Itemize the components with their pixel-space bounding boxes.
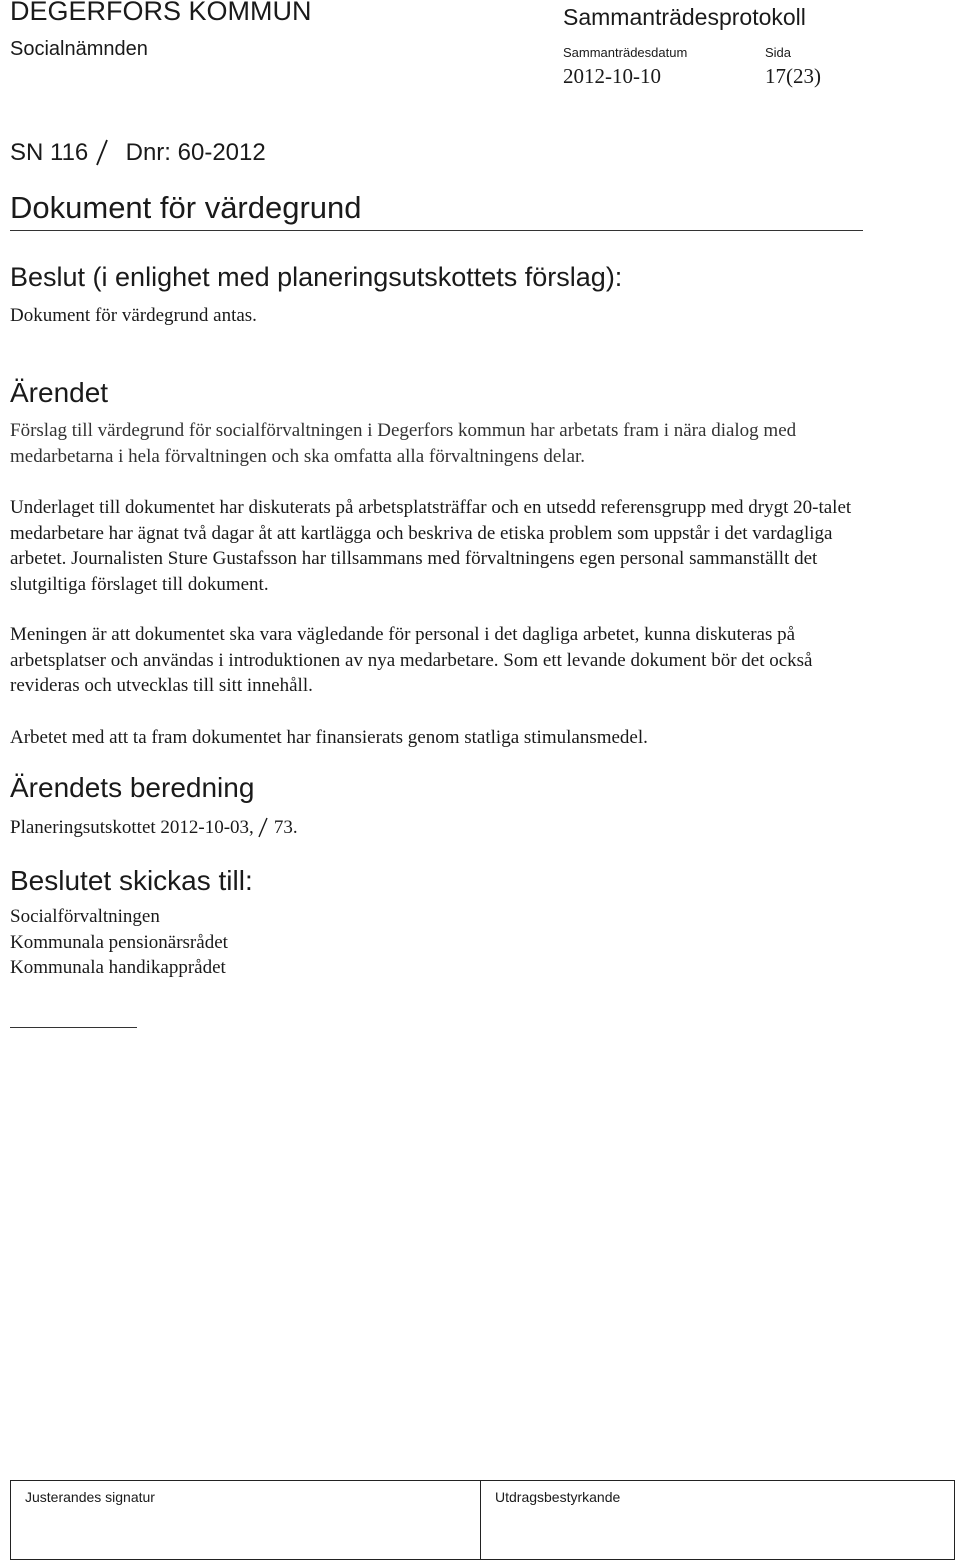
preparation-section-number: 73. bbox=[273, 817, 298, 838]
recipient-item: Kommunala pensionärsrådet bbox=[10, 931, 228, 953]
signature-label: Justerandes signatur bbox=[25, 1489, 155, 1505]
case-reference bbox=[10, 137, 266, 167]
distribution-heading: Beslutet skickas till: bbox=[10, 865, 253, 896]
certification-label: Utdragsbestyrkande bbox=[495, 1489, 621, 1505]
meeting-date: 2012-10-10 bbox=[563, 64, 661, 88]
case-title: Dokument för värdegrund bbox=[10, 190, 362, 225]
recipient-item: Socialförvaltningen bbox=[10, 906, 160, 927]
preparation-text bbox=[10, 815, 860, 841]
section-sign-icon bbox=[95, 137, 109, 167]
recipient-item: Kommunala handikapprådet bbox=[10, 957, 226, 978]
footer-signature-table bbox=[10, 1480, 955, 1560]
matter-paragraph-1: Förslag till värdegrund för socialförvaltningen i Degerfors kommun har arbetats fram i nära dialog med medarbetarna i hela förvaltningen och ska omfatta alla förvaltningens delar. bbox=[10, 420, 797, 467]
title-divider bbox=[10, 230, 863, 231]
section-sign-icon bbox=[258, 816, 268, 838]
certification-cell bbox=[480, 1481, 954, 1559]
signature-cell bbox=[11, 1481, 480, 1559]
recipient-list bbox=[10, 904, 860, 981]
end-divider bbox=[10, 1027, 137, 1028]
matter-paragraph-2: Underlaget till dokumentet har diskuterats på arbetsplatsträffar och en utsedd referensgrupp med drygt 20-talet medarbetare har ägnat två dagar åt att kartlägga och beskriva de etiska problem som uppstår i det vardagliga arbetet. Journalisten Sture Gustafsson har tillsammans med förvaltningens egen personal sammanställt det slutgiltiga förslaget till dokument. bbox=[10, 497, 852, 595]
preparation-heading: Ärendets beredning bbox=[10, 772, 255, 803]
preparation-reference: Planeringsutskottet 2012-10-03, bbox=[10, 817, 254, 838]
matter-paragraph-4: Arbetet med att ta fram dokumentet har finansierats genom statliga stimulansmedel. bbox=[10, 727, 648, 748]
matter-paragraph-3: Meningen är att dokumentet ska vara vägledande för personal i det dagliga arbetet, kunna diskuteras på arbetsplatser och användas i introduktionen av nya medarbetare. Som ett levande dokument bör det också revideras och utvecklas till sitt innehåll. bbox=[10, 624, 813, 696]
page-number: 17(23) bbox=[765, 64, 821, 88]
page-label: Sida bbox=[765, 45, 792, 60]
department-name: Socialnämnden bbox=[10, 38, 148, 60]
case-number: SN 116 bbox=[10, 139, 89, 166]
decision-heading: Beslut (i enlighet med planeringsutskottets förslag): bbox=[10, 262, 623, 292]
meeting-date-label: Sammanträdesdatum bbox=[563, 45, 688, 60]
protocol-type: Sammanträdesprotokoll bbox=[563, 4, 806, 30]
diary-number: Dnr: 60-2012 bbox=[125, 139, 266, 166]
organization-name: DEGERFORS KOMMUN bbox=[10, 0, 312, 26]
decision-text: Dokument för värdegrund antas. bbox=[10, 305, 257, 326]
matter-heading: Ärendet bbox=[10, 377, 109, 408]
